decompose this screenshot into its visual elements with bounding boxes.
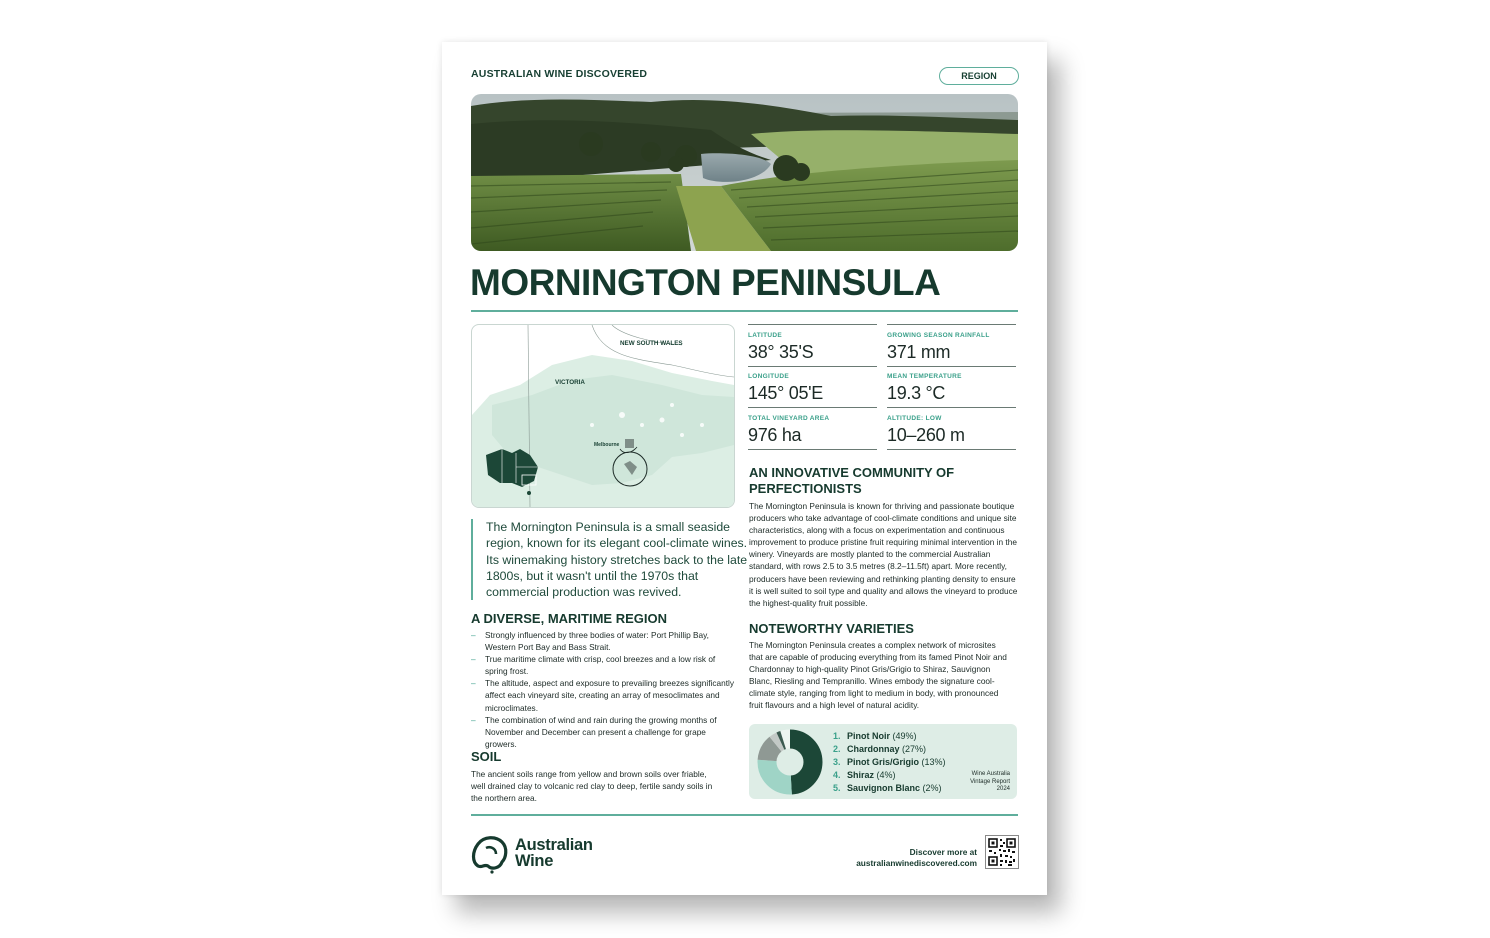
region-tag: REGION: [939, 67, 1019, 85]
chart-source: Wine Australia Vintage Report 2024: [970, 771, 1010, 792]
map-label-melbourne: Melbourne: [594, 442, 620, 448]
stat-altitude: ALTITUDE: LOW 10–260 m: [887, 408, 1016, 450]
region-map: [471, 324, 735, 508]
logo-wordmark: Australian Wine: [515, 836, 593, 870]
brand-heading: AUSTRALIAN WINE DISCOVERED: [471, 68, 648, 80]
varieties-donut: [757, 729, 823, 795]
map-label-victoria: VICTORIA: [555, 379, 585, 386]
lead-paragraph: The Mornington Peninsula is a small seaside region, known for its elegant cool-climate wines. Its winemaking history stretches back to the late 1800s, but it wasn't until the 1970s that commercial production was revived.: [471, 519, 752, 600]
varieties-chart: [749, 724, 1017, 799]
diverse-heading: A DIVERSE, MARITIME REGION: [471, 611, 667, 626]
fact-sheet: [442, 42, 1047, 895]
legend-item: 2. Chardonnay (27%): [833, 744, 927, 754]
qr-code-icon: [986, 836, 1018, 868]
stat-temperature: MEAN TEMPERATURE 19.3 °C: [887, 366, 1016, 408]
varieties-heading: NOTEWORTHY VARIETIES: [749, 621, 914, 636]
diverse-bullets: [471, 629, 737, 750]
list-item: – The combination of wind and rain during the growing months of November and December can present a challenge for grape growers.: [471, 714, 737, 750]
qr-code[interactable]: [985, 835, 1019, 869]
legend-item: 5. Sauvignon Blanc (2%): [833, 783, 942, 793]
website-link[interactable]: australianwinediscovered.com: [856, 858, 977, 868]
list-item: – The altitude, aspect and exposure to prevailing breezes significantly affect each vineyard site, creating an array of mesoclimates and microclimates.: [471, 677, 737, 713]
community-text: The Mornington Peninsula is known for thriving and passionate boutique producers who take advantage of cool-climate conditions and unique site characteristics, along with a focus on experimentation and continuous improvement to produce pristine fruit requiring minimal intervention in the winery. Vineyards are mostly planted to the commercial Australian standard, with rows 2.5 to 3.5 metres (8.2–11.5ft) apart. More recently, producers have been reviewing and rethinking planting density to ensure it is well suited to soil type and quality and allows the vineyard to produce the highest-quality fruit possible.: [749, 501, 1018, 608]
footer-divider: [471, 814, 1018, 816]
page-title: MORNINGTON PENINSULA: [470, 262, 941, 303]
australia-logo-icon: [470, 834, 510, 874]
soil-heading: SOIL: [471, 749, 502, 764]
legend-item: 3. Pinot Gris/Grigio (13%): [833, 757, 946, 767]
community-heading: AN INNOVATIVE COMMUNITY OF PERFECTIONISTS: [749, 465, 955, 496]
stat-vineyard-area: TOTAL VINEYARD AREA 976 ha: [748, 408, 877, 450]
vineyard-photo: [471, 94, 1018, 251]
soil-text: The ancient soils range from yellow and brown soils over friable, well drained clay to volcanic red clay to deep, fertile sandy soils in the northern area.: [471, 769, 713, 804]
stat-rainfall: GROWING SEASON RAINFALL 371 mm: [887, 324, 1016, 367]
title-divider: [471, 310, 1018, 312]
map-label-nsw: NEW SOUTH WALES: [620, 340, 683, 347]
list-item: – True maritime climate with crisp, cool breezes and a low risk of spring frost.: [471, 653, 737, 677]
varieties-legend: [833, 730, 946, 795]
discover-more: Discover more at australianwinediscovered.com: [822, 847, 977, 869]
list-item: – Strongly influenced by three bodies of water: Port Phillip Bay, Western Port Bay and Bass Strait.: [471, 629, 737, 653]
stat-latitude: LATITUDE 38° 35'S: [748, 324, 877, 367]
stat-longitude: LONGITUDE 145° 05'E: [748, 366, 877, 408]
vineyard-photo-illustration: [471, 94, 1018, 251]
legend-item: 1. Pinot Noir (49%): [833, 731, 917, 741]
varieties-text: The Mornington Peninsula creates a complex network of microsites that are capable of producing everything from its famed Pinot Noir and Chardonnay to high-quality Pinot Gris/Grigio to Shiraz, Sauvignon Blanc, Riesling and Tempranillo. Wines embody the signature cool-climate style, ranging from light to medium in body, with pronounced fruit flavours and a high level of natural acidity.: [749, 640, 1007, 711]
victoria-map-graphic: [472, 325, 734, 507]
legend-item: 4. Shiraz (4%): [833, 770, 896, 780]
